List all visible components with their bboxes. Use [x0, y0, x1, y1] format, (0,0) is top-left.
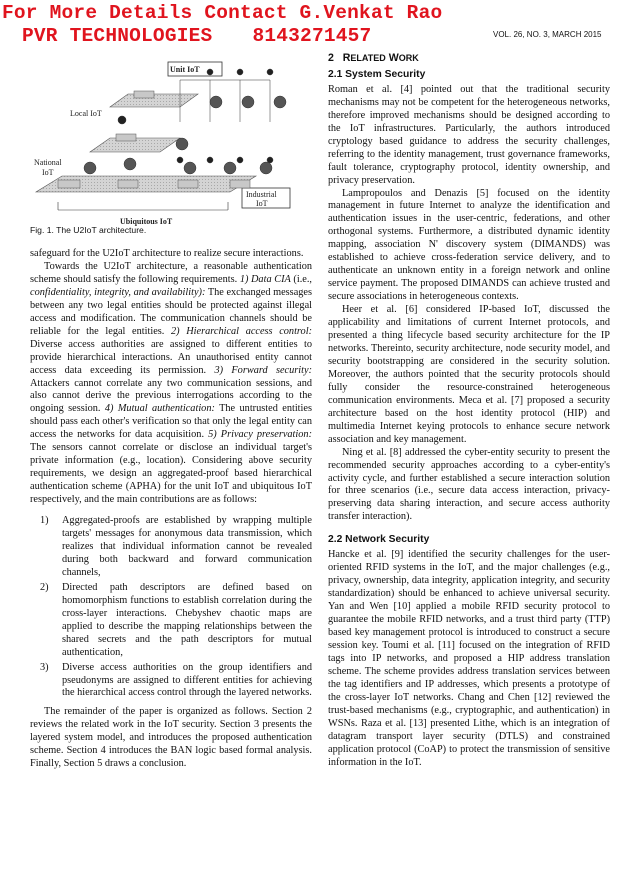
journal-volume: VOL. 26, NO. 3, MARCH 2015	[493, 30, 602, 39]
figure-caption: Fig. 1. The U2IoT architecture.	[30, 225, 147, 235]
paragraph-requirements: Towards the U2IoT architecture, a reasonable authentication scheme should satisfy the following requirements. 1) Data CIA (i.e., confidentiality, integrity, and availability): The exchanged messages between any two legal entities should be protected against illegal access and modification. The communication channels should be reliable for the legal entities. 2) Hierarchical access control: Diverse access authorities are assigned to different entities to provide hierarchical interactions. An unauthorised entity cannot access data exceeding its permission. 3) Forward security: Attackers cannot correlate any two communication sessions, and also cannot derive the previous interrogations according to the ongoing session. 4) Mutual authentication: The untrusted entities should pass each other's verification so that only the legal entity can access the networks for data acquisition. 5) Privacy preservation: The sensors cannot correlate or disclose an individual target's private information (e.g., location). Considering above security requirements, we design an aggregated-proof based hierarchical authentication scheme (APHA) for the unit IoT and ubiquitous IoT respectively, and the main contributions are as follows:	[30, 260, 313, 506]
figure-u2iot-architecture	[30, 52, 300, 232]
list-item: 3) Diverse access authorities on the group identifiers and pseudonyms are assigned to different entities for achieving the hierarchical access control through the layered networks.	[40, 661, 312, 699]
sensor-clusters	[84, 69, 286, 174]
paragraph-organization: The remainder of the paper is organized as follows. Section 2 reviews the related work in the IoT security. Section 3 presents the layered system model, and introduces the proposed authentication scheme. Section 4 introduces the BAN logic based formal analysis. Finally, Section 5 draws a conclusion.	[30, 706, 312, 770]
local-iot-label: Local IoT	[70, 109, 102, 118]
paragraph: Lampropoulos and Denazis [5] focused on the identity management in future Internet to analyze the identification and authentication issues in the user-centric, federations, and other orthogonal systems. Furthermore, a distributed dynamic identity mapping, association N' discovery system (DIMANDS) was established to achieve cross-federation service delivery, and to authenticate an unknown entity in a foreign network and online service payment. The proposed DIMANDS can achieve trusted and secure associations in heterogeneous contexts.	[328, 187, 610, 303]
right-column	[328, 52, 610, 769]
idc-box	[134, 91, 154, 98]
banner-line-2	[22, 25, 371, 47]
paragraph: safeguard for the U2IoT architecture to realize secure interactions.	[30, 248, 304, 259]
subsection-heading-system-security: 2.1 System Security	[328, 68, 426, 80]
national-iot-label-1: National	[34, 158, 62, 167]
ubiquitous-iot-label: Ubiquitous IoT	[120, 217, 173, 226]
list-item: 1) Aggregated-proofs are established by wrapping multiple targets' messages for anonymous data transmission, which realizes that individual information cannot be revealed during both backward and forward communication channels,	[40, 515, 312, 578]
paragraph: Hancke et al. [9] identified the security challenges for the user-oriented RFID systems in the IoT, and the major challenges (e.g., privacy, ownership, data integrity, application integrity, and security standardization) should be enhanced to achieve universal security. Yan and Wen [10] applied a mobile RFID security protocol to guarantee the mobile RFID networks, and a trust third party (TTP) based key management protocol is introduced to construct a secure session key. Toumi et al. [11] focused on the integration of RFID tags into IP networks, and proposed a HIP address translation scheme. The scheme provides address translation services between the tag identifiers and IP addresses, which presents a prototype of the cross-layer IoT networks. Chang and Chen [12] reviewed the trust-based mechanisms (e.g., cryptographic, and authentication) in WSNs. Raza et al. [13] presented Lithe, which is an integration of datagram transport layer security (DTLS) and constrained application protocol (CoAP) to protect the transmission of sensitive information in the IoT.	[328, 549, 610, 768]
banner-phone: 8143271457	[252, 25, 372, 47]
architecture-diagram	[30, 52, 300, 232]
unit-iot-label: Unit IoT	[170, 65, 200, 74]
contributions-list	[30, 515, 312, 700]
idc-box	[178, 180, 198, 188]
list-item: 2) Directed path descriptors are defined based on homomorphism functions to establish correlation during the cross-layer interactions. Chebyshev chaotic maps are applied to describe the mapping relationships between the shared secrets and the path descriptors for mutual authentication,	[40, 581, 312, 658]
industrial-iot-label-1: Industrial	[246, 190, 277, 199]
section-heading: 2 RELATED WORK	[328, 52, 419, 64]
nidc-box	[58, 180, 80, 188]
national-iot-label-2: IoT	[42, 168, 54, 177]
paragraph: Heer et al. [6] considered IP-based IoT, discussed the applicability and limitations of current Internet protocols, and presented a thing lifecycle based security architecture for the IP networks. Thereinto, security architecture, node security model, and security bootstrapping are considered in the security solution. Moreover, the authors pointed that the security protocols should fully consider the resource-constrained heterogeneous communication environments. Meca et al. [7] proposed a security architecture based on the host identity protocol (HIP) and multimedia Internet keying protocols to enhance secure network association and key management.	[328, 304, 610, 445]
paragraph: Ning et al. [8] addressed the cyber-entity security to present the recommended security approaches according to a cyber-entity's activity cycle, and further established a secure interaction solution for three scenarios (i.e., secure data access interaction, privacy-preserving data sharing interaction, and secure access authority transfer interaction).	[328, 446, 610, 523]
banner-company: PVR TECHNOLOGIES	[22, 25, 213, 47]
left-column	[30, 248, 312, 771]
subsection-heading-network-security: 2.2 Network Security	[328, 534, 430, 546]
banner-line-1: For More Details Contact G.Venkat Rao	[2, 2, 443, 24]
idc-box	[118, 180, 138, 188]
paragraph: Roman et al. [4] pointed out that the traditional security mechanisms may not be competent for the heterogeneous networks, therefore improved mechanisms should be designed according to the IoT infrastructures. Particularly, the authors introduced cryptology based guidance to address the security challenges, referring to the identity management, trust governance frameworks, fault tolerance, cryptography protocol, identity ownership, and privacy preservation.	[328, 83, 610, 186]
idc-box	[230, 180, 250, 188]
contact-banner	[0, 0, 490, 46]
industrial-iot-label-2: IoT	[256, 199, 268, 208]
idc-box	[116, 134, 136, 141]
